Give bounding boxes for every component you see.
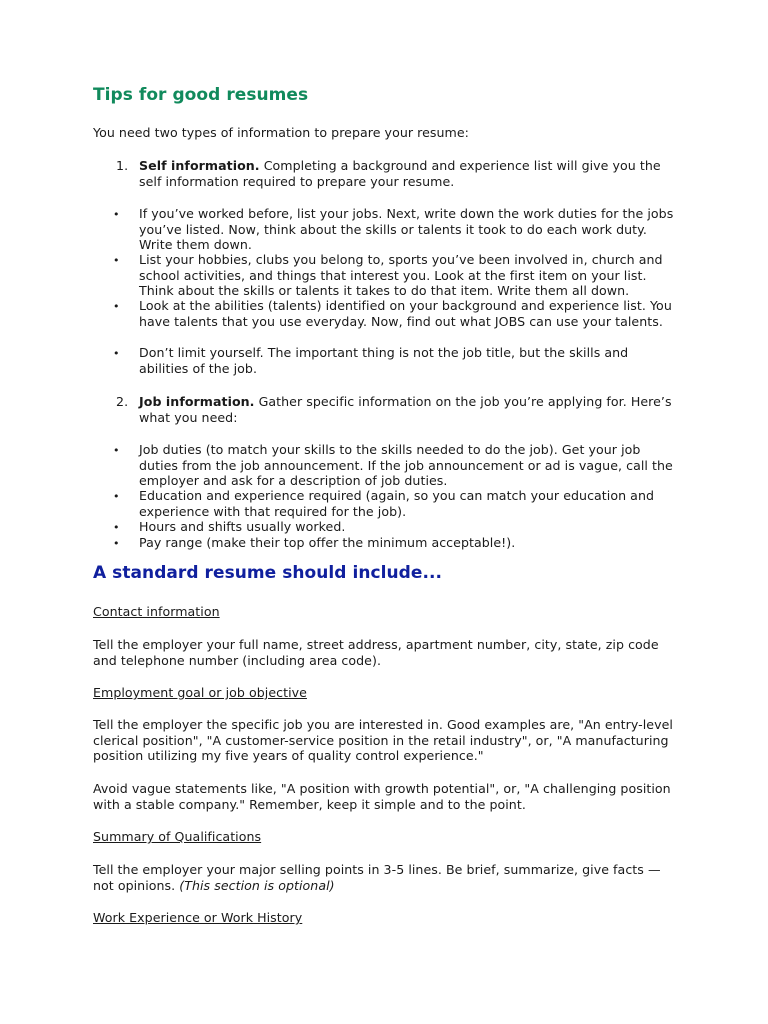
bullet-icon: • bbox=[113, 490, 120, 503]
bullet-icon: • bbox=[113, 444, 120, 457]
item-2-bold: Job information. bbox=[139, 394, 255, 409]
item-2-body bbox=[139, 394, 679, 425]
list-item: Education and experience required (again, so you can match your education and experience with that required for the job). bbox=[139, 488, 655, 519]
list-item: If you’ve worked before, list your jobs. Next, write down the work duties for the jobs you’ve listed. Now, think about the skills or talents it took to do each work duty. Write them down. bbox=[139, 206, 674, 252]
contact-section-text: Tell the employer your full name, street address, apartment number, city, state, zip code and telephone number (including area code). bbox=[93, 637, 659, 668]
summary-text: Tell the employer your major selling points in 3-5 lines. Be brief, summarize, give facts — not opinions. bbox=[93, 862, 661, 893]
bullet-icon: • bbox=[113, 347, 120, 360]
bullet-icon: • bbox=[113, 208, 120, 221]
item-2-text: Gather specific information on the job you’re applying for. Here’s what you need: bbox=[139, 394, 672, 425]
contact-section-title: Contact information bbox=[93, 604, 220, 619]
item-2-number: 2. bbox=[116, 394, 129, 409]
summary-section-text bbox=[93, 862, 683, 893]
summary-optional-note: (This section is optional) bbox=[179, 877, 335, 893]
summary-section-title: Summary of Qualifications bbox=[93, 829, 262, 844]
list-item: Hours and shifts usually worked. bbox=[139, 519, 346, 534]
bullet-icon: • bbox=[113, 300, 120, 313]
list-item: Don’t limit yourself. The important thing is not the job title, but the skills and abilities of the job. bbox=[139, 345, 629, 376]
intro-paragraph: You need two types of information to prepare your resume: bbox=[93, 125, 469, 140]
item-1-bold: Self information. bbox=[139, 158, 260, 173]
bullet-icon: • bbox=[113, 537, 120, 550]
list-item: Job duties (to match your skills to the skills needed to do the job). Get your job duties from the job announcement. If the job announcement or ad is vague, call the employer and ask for a description of job duties. bbox=[139, 442, 673, 488]
item-1-text: Completing a background and experience list will give you the self information required to prepare your resume. bbox=[139, 158, 661, 189]
list-item: List your hobbies, clubs you belong to, sports you’ve been involved in, church and school activities, and things that interest you. Look at the first item on your list. Think about the skills or talents it takes to do that item. Write them all down. bbox=[139, 252, 663, 298]
standard-resume-heading: A standard resume should include... bbox=[93, 563, 442, 583]
tips-heading: Tips for good resumes bbox=[93, 85, 309, 105]
item-1-number: 1. bbox=[116, 158, 129, 173]
goal-section-text-2: Avoid vague statements like, "A position with growth potential", or, "A challenging position with a stable company." Remember, keep it simple and to the point. bbox=[93, 781, 671, 812]
goal-section-text-1: Tell the employer the specific job you are interested in. Good examples are, "An entry-level clerical position", "A customer-service position in the retail industry", or, "A manufacturing position utilizing my five years of quality control experience." bbox=[93, 717, 673, 763]
bullet-icon: • bbox=[113, 521, 120, 534]
bullet-icon: • bbox=[113, 254, 120, 267]
item-1-body bbox=[139, 158, 679, 189]
work-section-title: Work Experience or Work History bbox=[93, 910, 303, 925]
list-item: Look at the abilities (talents) identified on your background and experience list. You have talents that you use everyday. Now, find out what JOBS can use your talents. bbox=[139, 298, 672, 329]
goal-section-title: Employment goal or job objective bbox=[93, 685, 307, 700]
list-item: Pay range (make their top offer the minimum acceptable!). bbox=[139, 535, 516, 550]
